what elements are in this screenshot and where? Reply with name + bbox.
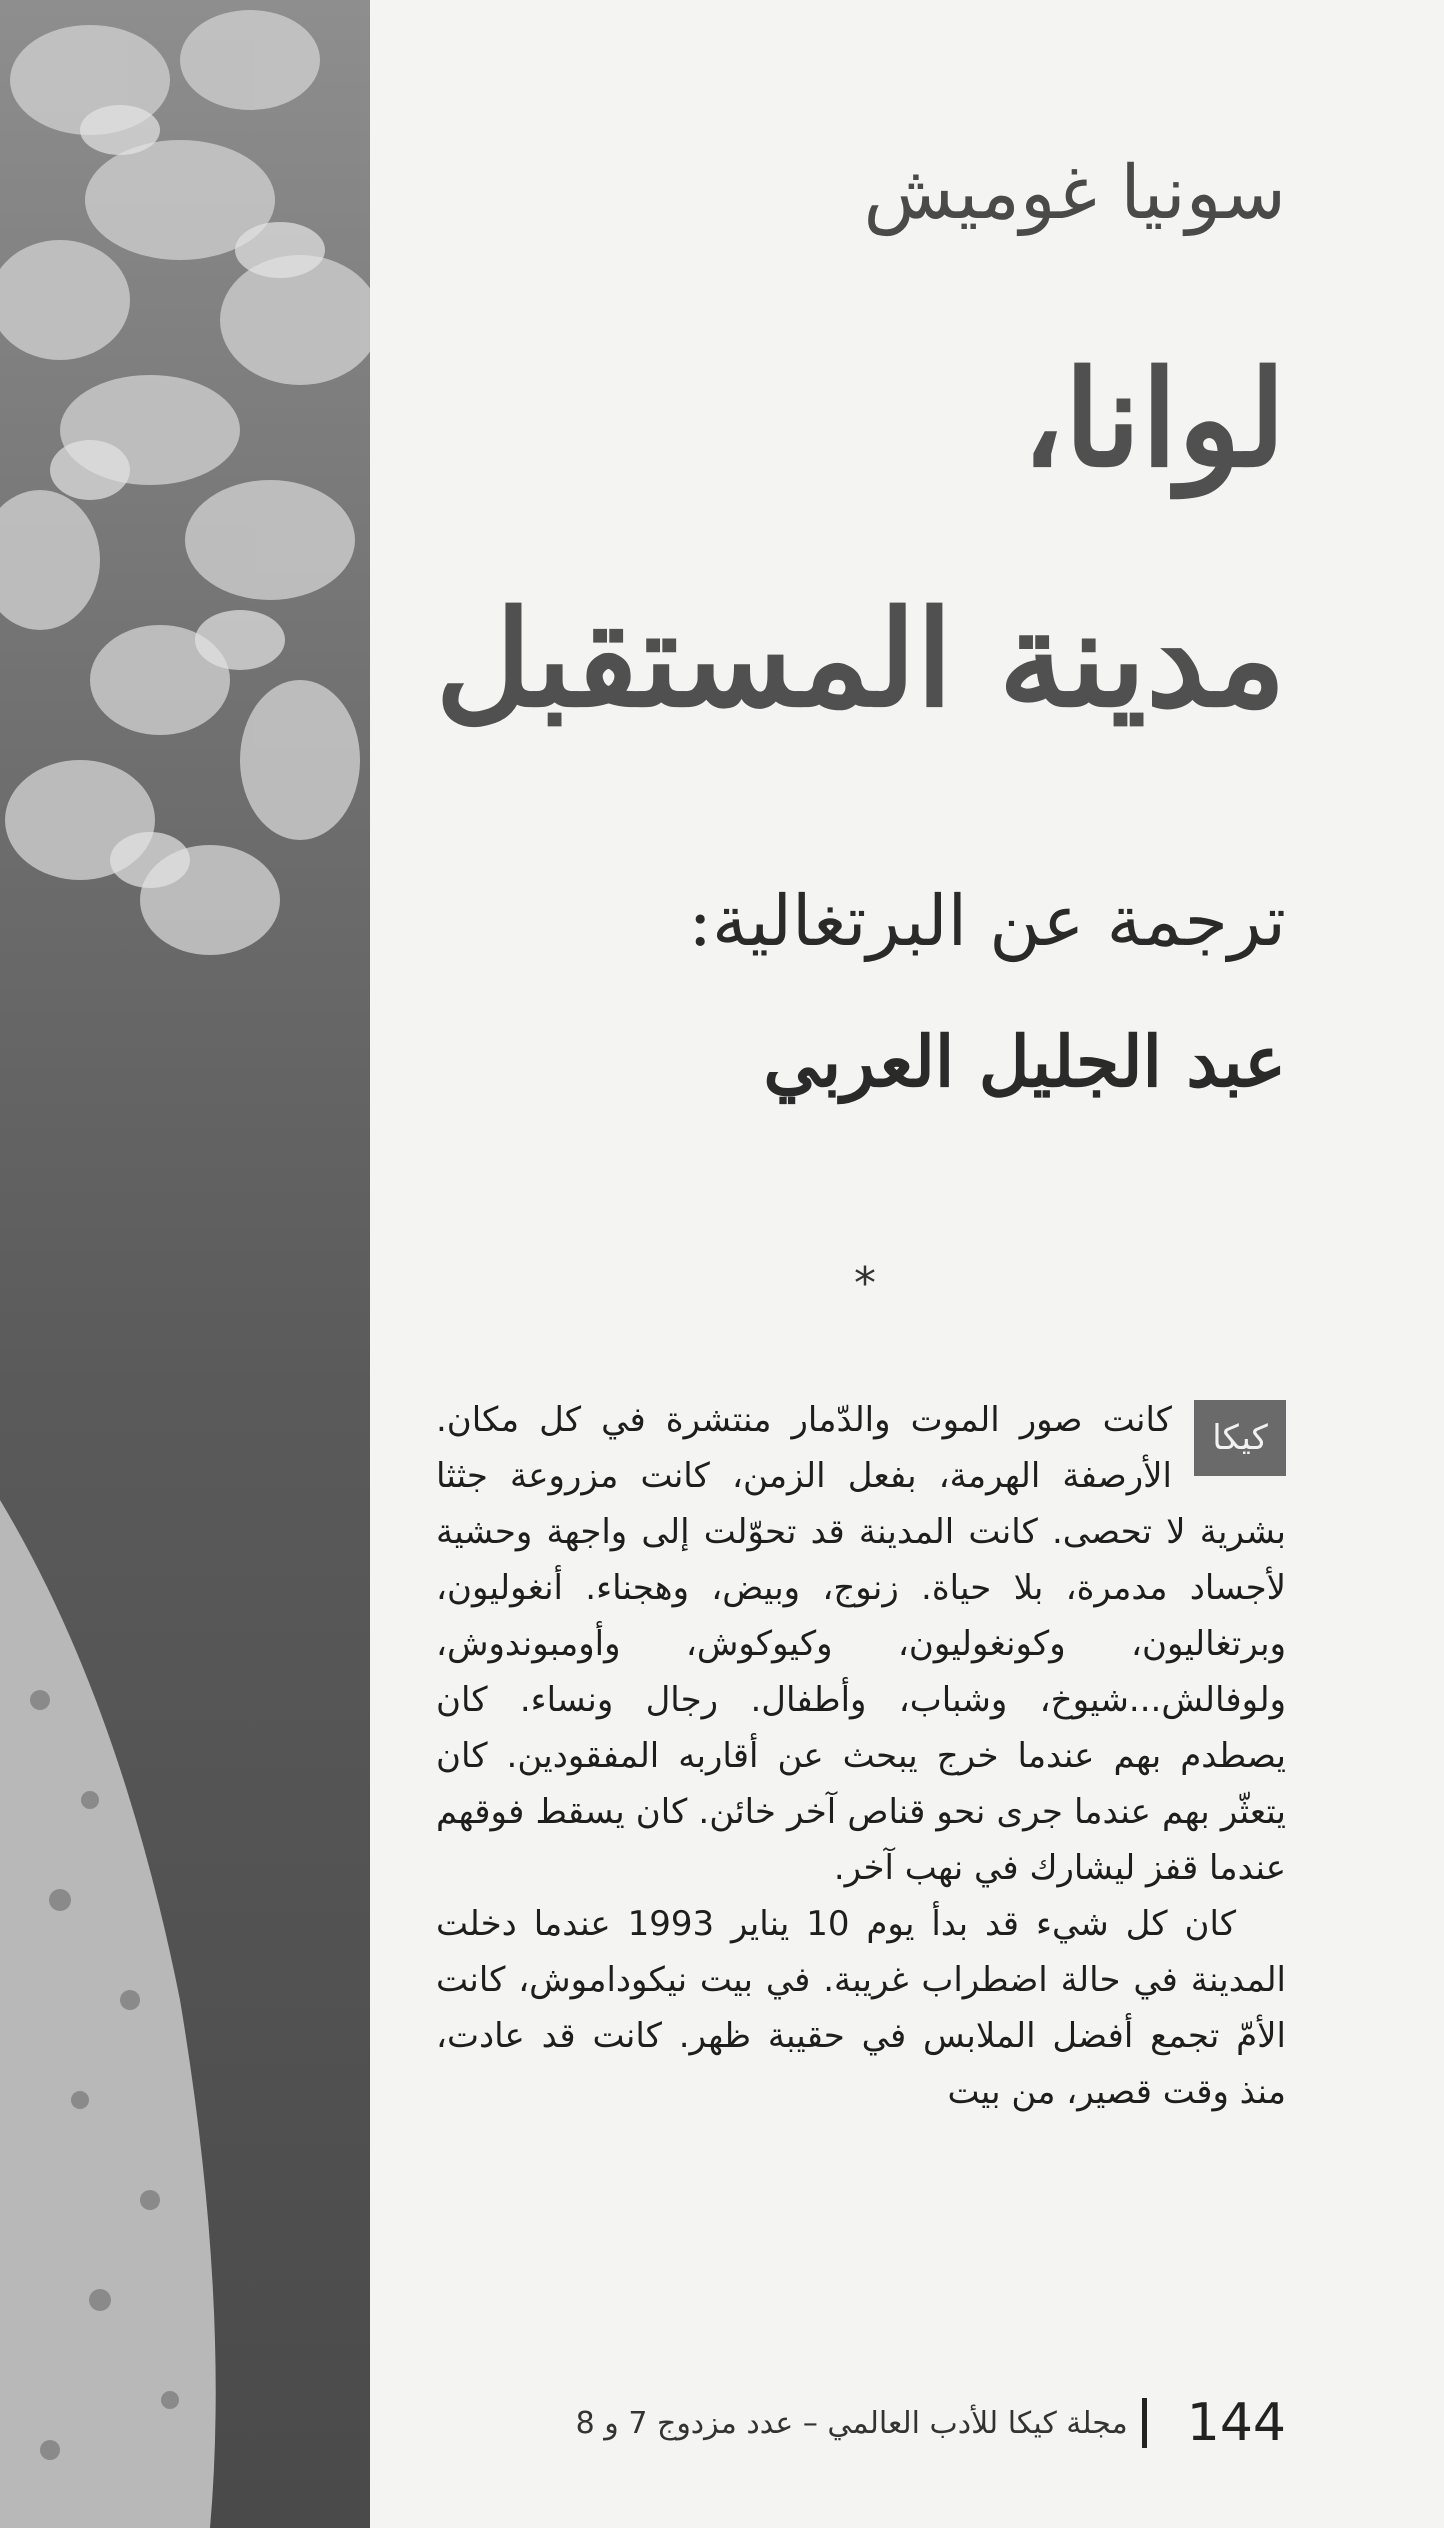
article-body xyxy=(436,1392,1286,2120)
translator-name: عبد الجليل العربي xyxy=(763,1020,1286,1103)
section-separator: * xyxy=(854,1258,876,1309)
magazine-info: مجلة كيكا للأدب العالمي – عدد مزدوج 7 و 8 xyxy=(575,2405,1128,2441)
article-title xyxy=(336,300,1286,780)
paragraph-1-text: كانت صور الموت والدّمار منتشرة في كل مكان. الأرصفة الهرمة، بفعل الزمن، كانت مزروعة جثثا بشرية لا تحصى. كانت المدينة قد تحوّلت إلى واجهة وحشية لأجساد مدمرة، بلا حياة. زنوج، وبيض، وهجناء. أنغوليون، وبرتغاليون، وكونغوليون، وكيوكوش، وأومبوندوش، ولوفالش...شيوخ، وشباب، وأطفال. رجال ونساء. كان يصطدم بهم عندما خرج يبحث عن أقاربه المفقودين. كان يتعثّر بهم عندما جرى نحو قناص آخر خائن. كان يسقط فوقهم عندما قفز ليشارك في نهب آخر. xyxy=(436,1400,1286,1888)
page-footer xyxy=(386,2388,1286,2458)
flower-photo xyxy=(0,0,370,2528)
paragraph-2: كان كل شيء قد بدأ يوم 10 يناير 1993 عندما دخلت المدينة في حالة اضطراب غريبة. في بيت نيكوداموش، كانت الأمّ تجمع أفضل الملابس في حقيبة ظهر. كانت قد عادت، منذ وقت قصير، من بيت xyxy=(436,1904,1286,2112)
title-line-1: لوانا، xyxy=(1021,342,1286,497)
photo-illustration xyxy=(0,0,370,2528)
author-name: سونيا غوميش xyxy=(863,150,1286,236)
page-number: 144 xyxy=(1186,2393,1286,2453)
translator-label: ترجمة عن البرتغالية: xyxy=(688,880,1286,962)
footer-rule xyxy=(1142,2398,1147,2448)
magazine-badge: كيكا xyxy=(1194,1400,1286,1476)
paragraph-1 xyxy=(436,1392,1286,1896)
title-line-2: مدينة المستقبل xyxy=(435,582,1286,737)
